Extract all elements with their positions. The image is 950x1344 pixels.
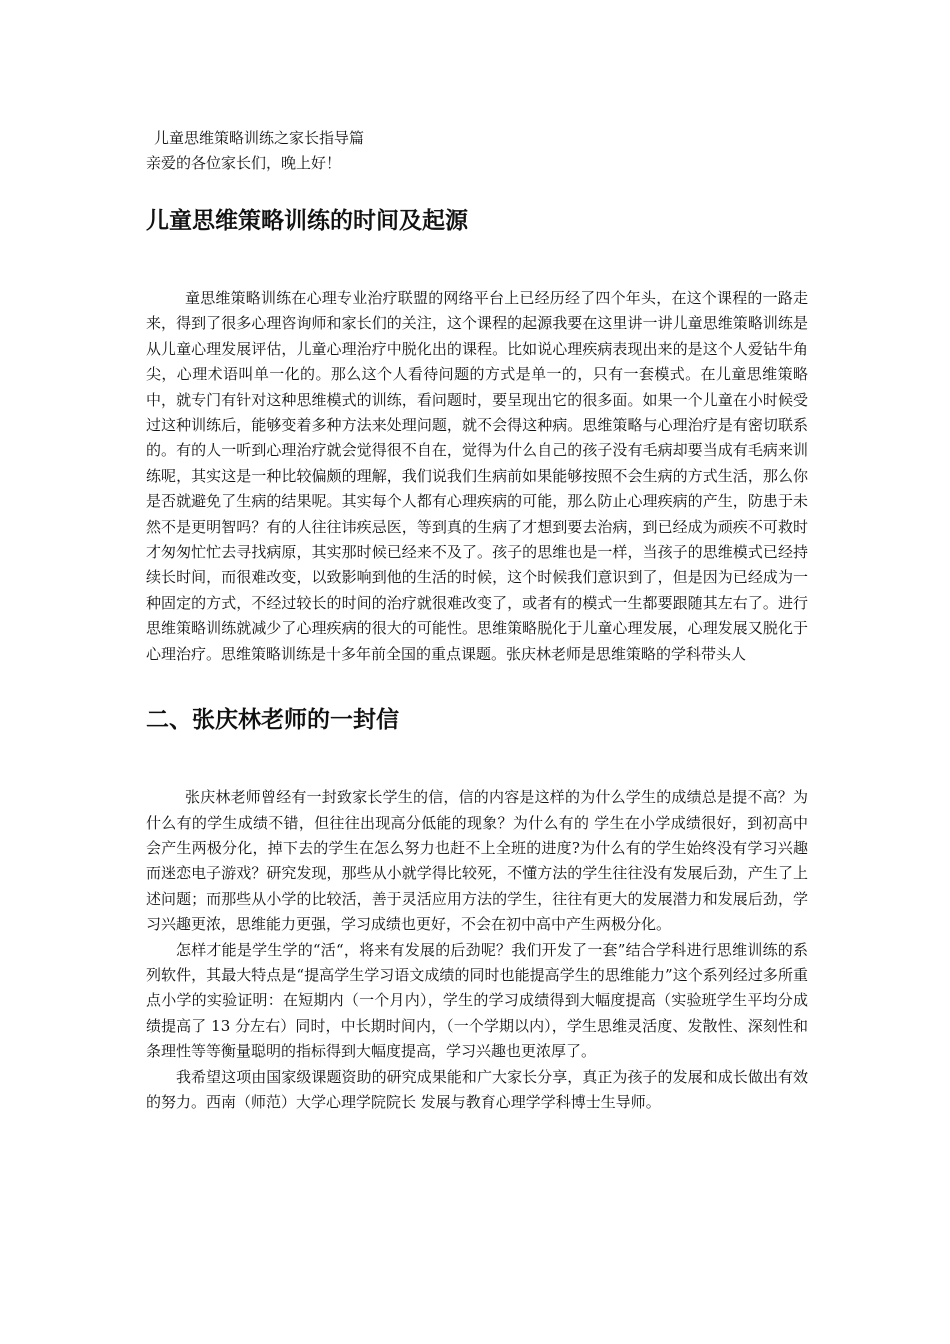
section-2-paragraph-3: 我希望这项由国家级课题资助的研究成果能和广大家长分享，真正为孩子的发展和成长做出有效的努力。西南（师范）大学心理学院院长 发展与教育心理学学科博士生导师。 (146, 1067, 808, 1111)
document-page (146, 126, 808, 1115)
section-1-heading: 儿童思维策略训练的时间及起源 (146, 208, 468, 234)
section-1-paragraph: 童思维策略训练在心理专业治疗联盟的网络平台上已经历经了四个年头，在这个课程的一路走来，得到了很多心理咨询师和家长们的关注，这个课程的起源我要在这里讲一讲儿童思维策略训练是从儿童心理发展评估，儿童心理治疗中脱化出的课程。比如说心理疾病表现出来的是这个人爱钻牛角尖，心理术语叫单一化的。那么这个人看待问题的方式是单一的，只有一套模式。在儿童思维策略中，就专门有针对这种思维模式的训练，看问题时，要呈现出它的很多面。如果一个儿童在小时候受过这种训练后，能够变着多种方法来处理问题，就不会得这种病。思维策略与心理治疗是有密切联系的。有的人一听到心理治疗就会觉得很不自在，觉得为什么自己的孩子没有毛病却要当成有毛病来训练呢，其实这是一种比较偏颇的理解，我们说我们生病前如果能够按照不会生病的方式生活，那么你是否就避免了生病的结果呢。其实每个人都有心理疾病的可能，那么防止心理疾病的产生，防患于未然不是更明智吗？有的人往往讳疾忌医，等到真的生病了才想到要去治病，到已经成为顽疾不可救时才匆匆忙忙去寻找病原，其实那时候已经来不及了。孩子的思维也是一样，当孩子的思维模式已经持续长时间，而很难改变，以致影响到他的生活的时候，这个时候我们意识到了，但是因为已经成为一种固定的方式，不经过较长的时间的治疗就很难改变了，或者有的模式一生都要跟随其左右了。进行思维策略训练就减少了心理疾病的很大的可能性。思维策略脱化于儿童心理发展，心理发展又脱化于心理治疗。思维策略训练是十多年前全国的重点课题。张庆林老师是思维策略的学科带头人 (146, 289, 808, 663)
section-2-paragraph-1: 张庆林老师曾经有一封致家长学生的信，信的内容是这样的为什么学生的成绩总是提不高？为什么有的学生成绩不错，但往往出现高分低能的现象？为什么有的 学生在小学成绩很好，到初高中会产生两极分化，掉下去的学生在怎么努力也赶不上全班的进度?为什么有的学生始终没有学习兴趣而迷恋电子游戏？研究发现，那些从小就学得比较死，不懂方法的学生往往没有发展后劲，产生了上述问题；而那些从小学的比较活，善于灵活应用方法的学生，往往有更大的发展潜力和发展后劲，学习兴趣更浓，思维能力更强，学习成绩也更好，不会在初中高中产生两极分化。 (146, 788, 808, 934)
section-2-heading: 二、张庆林老师的一封信 (146, 707, 399, 734)
section-2-paragraph-2: 怎样才能是学生学的“活“，将来有发展的后劲呢？我们开发了一套”结合学科进行思维训练的系列软件，其最大特点是“提高学生学习语文成绩的同时也能提高学生的思维能力”这个系列经过多所重点小学的实验证明：在短期内（一个月内），学生的学习成绩得到大幅度提高（实验班学生平均分成绩提高了 13 分左右）同时，中长期时间内，（一个学期以内），学生思维灵活度、发散性、深刻性和条理性等等衡量聪明的指标得到大幅度提高，学习兴趣也更浓厚了。 (146, 940, 808, 1061)
document-title: 儿童思维策略训练之家长指导篇 (154, 129, 365, 147)
greeting-line: 亲爱的各位家长们，晚上好！ (146, 154, 342, 172)
